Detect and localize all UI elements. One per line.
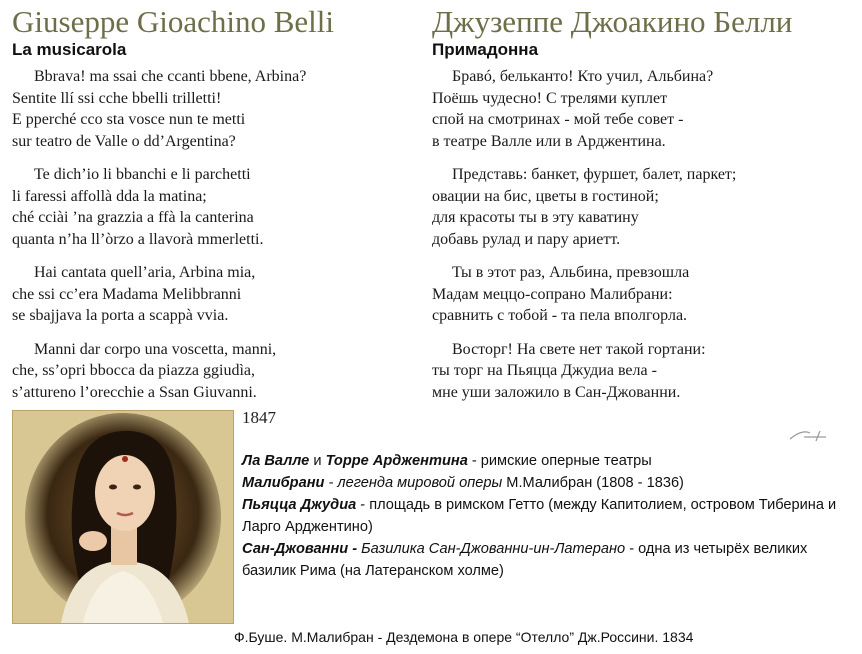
note-text: М.Малибран (1808 - 1836) bbox=[506, 475, 684, 491]
note-text: - площадь в римском Гетто (между Капитолием, островом Тиберина и Ларго Арджентино) bbox=[242, 497, 837, 535]
stanza-3 bbox=[432, 262, 852, 327]
poem-line: E pperché cco sta vosce nun te metti bbox=[12, 111, 246, 128]
poem-line: Bbrava! ma ssai che ccanti bbene, Arbina? bbox=[34, 68, 307, 85]
poem-line: мне уши заложило в Сан-Джованни. bbox=[432, 383, 681, 401]
poem-line: Ты в этот раз, Альбина, превзошла bbox=[452, 264, 690, 281]
portrait-caption: Ф.Буше. М.Малибран - Дездемона в опере “Отелло” Дж.Россини. 1834 bbox=[234, 629, 694, 645]
note-term: Сан-Джованни - bbox=[242, 541, 362, 557]
stanza-1 bbox=[432, 66, 852, 152]
note-term: Торре Арджентина bbox=[325, 453, 468, 469]
portrait-painting bbox=[12, 410, 234, 624]
poem-line: Поёшь чудесно! С трелями куплет bbox=[432, 89, 668, 107]
poem-title-italian: La musicarola bbox=[12, 40, 127, 59]
note-italic: - легенда мировой оперы bbox=[324, 475, 507, 491]
poem-line: ты торг на Пьяцца Джудиа вела - bbox=[432, 362, 657, 379]
poem-line: спой на смотринах - мой тебе совет - bbox=[432, 111, 684, 128]
poem-line: добавь рулад и пару ариетт. bbox=[432, 230, 621, 248]
note-text: - одна из четырёх великих базилик Рима (на Латеранском холме) bbox=[242, 541, 808, 579]
italian-column bbox=[12, 0, 412, 415]
poem-line: сравнить с тобой - та пела вполгорла. bbox=[432, 307, 688, 324]
poem-line: Te dich’io li bbanchi e li parchetti bbox=[34, 166, 251, 183]
note-term: Пьяцца Джудиа bbox=[242, 497, 357, 513]
poem-line: Представь: банкет, фуршет, балет, паркет; bbox=[452, 166, 737, 183]
poem-line: quanta n’ha ll’òrzo a llavorà mmerletti. bbox=[12, 230, 264, 248]
poem-line: ché cciài ’na grazzia a ffà la canterina bbox=[12, 209, 254, 226]
poem-line: s’attureno l’orecchie a Ssan Giuvanni. bbox=[12, 383, 257, 401]
poem-line: che ssi cc’era Madama Melibbranni bbox=[12, 285, 242, 303]
note-italic: Базилика Сан-Джованни-ин-Латерано bbox=[361, 541, 626, 557]
stanza-2 bbox=[12, 164, 412, 250]
stanza-2 bbox=[432, 164, 852, 250]
poem-line: Manni dar corpo una voscetta, manni, bbox=[34, 340, 277, 358]
poem-line: sur teatro de Valle o dd’Argentina? bbox=[12, 132, 236, 150]
note-item bbox=[242, 450, 852, 472]
note-text: - римские оперные театры bbox=[467, 453, 652, 469]
poem-line: li faressi affollà dda la matina; bbox=[12, 187, 207, 205]
poem-line: в театре Валле или в Арджентина. bbox=[432, 132, 666, 150]
stanza-1 bbox=[12, 66, 412, 152]
note-item bbox=[242, 538, 852, 582]
note-term: Ла Валле bbox=[242, 453, 310, 469]
author-italian: Giuseppe Gioachino Belli bbox=[12, 4, 334, 39]
poem-line: Hai cantata quell’aria, Arbina mia, bbox=[34, 264, 256, 281]
poem-line: che, ss’opri bbocca da piazza ggiudìa, bbox=[12, 362, 256, 379]
poem-line: для красоты ты в эту каватину bbox=[432, 209, 639, 226]
poem-line: овации на бис, цветы в гостиной; bbox=[432, 187, 659, 205]
note-item bbox=[242, 472, 852, 494]
stanza-4 bbox=[12, 339, 412, 404]
russian-column bbox=[432, 0, 852, 415]
poem-line: Sentite llí ssi cche bbelli trilletti! bbox=[12, 89, 222, 107]
annotations bbox=[242, 450, 852, 582]
author-russian: Джузеппе Джоакино Белли bbox=[432, 4, 793, 39]
stanza-4 bbox=[432, 339, 852, 404]
note-term: Малибрани bbox=[242, 475, 325, 491]
poem-year: 1847 bbox=[242, 408, 276, 427]
portrait-image bbox=[13, 411, 233, 623]
poem-line: Бравó, бельканто! Кто учил, Альбина? bbox=[452, 68, 714, 85]
stanza-3 bbox=[12, 262, 412, 327]
note-item bbox=[242, 494, 852, 538]
note-text: и bbox=[309, 453, 326, 469]
poem-title-russian: Примадонна bbox=[432, 40, 539, 59]
poem-line: Мадам меццо-сопрано Малибрани: bbox=[432, 285, 673, 303]
signature-mark bbox=[786, 425, 832, 445]
poem-line: Восторг! На свете нет такой гортани: bbox=[452, 340, 706, 358]
poem-line: se sbajjava la porta a scappà vvia. bbox=[12, 307, 229, 324]
